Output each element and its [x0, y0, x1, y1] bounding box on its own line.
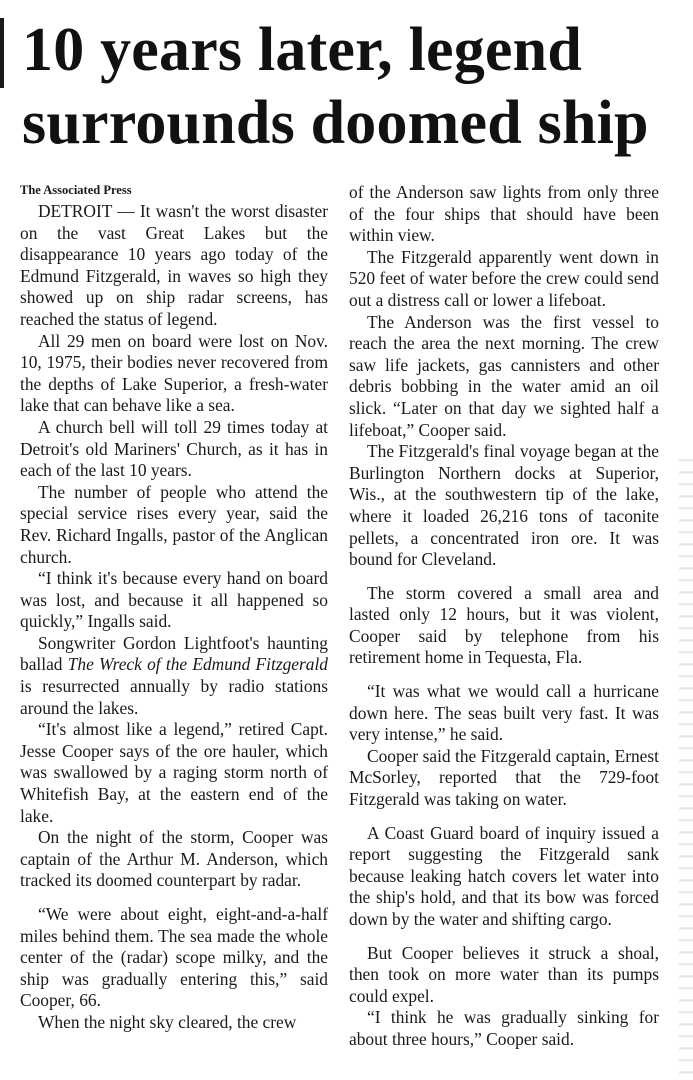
page-edge-texture: [679, 450, 693, 1080]
article-column-2: [349, 182, 659, 1051]
song-title: The Wreck of the Edmund Fitzgerald: [67, 654, 328, 675]
headline: [22, 14, 682, 160]
paragraph: “We were about eight, eight-and-a-half miles behind them. The sea made the whole center of the (radar) scope milky, and the ship was gradually entering this,” said Cooper, 66.: [20, 904, 328, 1011]
paragraph: But Cooper believes it struck a shoal, then took on more water than its pumps could expel.: [349, 942, 659, 1006]
paragraph: When the night sky cleared, the crew: [38, 1011, 297, 1032]
paragraph: “I think he was gradually sinking for about three hours,” Cooper said.: [349, 1007, 659, 1049]
column-rule: [0, 18, 4, 88]
paragraph: All 29 men on board were lost on Nov. 10, 1975, their bodies never recovered from the depths of Lake Superior, a fresh-water lake that can behave like a sea.: [20, 330, 328, 416]
paragraph: The Fitzgerald's final voyage began at the Burlington Northern docks at Superior, Wis., at the southwestern tip of the lake, where it loaded 26,216 tons of taconite pellets, a concentrated iron ore. It was bound for Cleveland.: [349, 441, 659, 570]
paragraph: The storm covered a small area and lasted only 12 hours, but it was violent, Cooper said by telephone from his retirement home in Tequesta, Fla.: [349, 582, 659, 668]
paragraph-text: Songwriter Gordon Lightfoot's haunting ballad: [20, 632, 328, 675]
paragraph-text: is resurrected annually by radio stations around the lakes.: [20, 676, 328, 718]
paragraph: A Coast Guard board of inquiry issued a report suggesting the Fitzgerald sank because leaking hatch covers let water into the ship's hold, and that its bow was forced down by the water and shifting cargo.: [349, 822, 659, 929]
paragraph: The number of people who attend the special service rises every year, said the Rev. Richard Ingalls, pastor of the Anglican church.: [20, 481, 328, 567]
paragraph: The Fitzgerald apparently went down in 520 feet of water before the crew could send out a distress call or lower a lifeboat.: [349, 246, 659, 310]
byline: The Associated Press: [20, 183, 132, 197]
headline-line-2: surrounds doomed ship: [22, 89, 649, 157]
paragraph: of the Anderson saw lights from only three of the four ships that should have been within view.: [349, 182, 659, 246]
article-column-1: [20, 182, 328, 1034]
paragraph: “I think it's because every hand on board was lost, and because it all happened so quickly,” Ingalls said.: [20, 568, 328, 632]
paragraph: “It's almost like a legend,” retired Capt. Jesse Cooper says of the ore hauler, which was swallowed by a raging storm north of Whitefish Bay, at the eastern end of the lake.: [20, 719, 328, 826]
paragraph: Cooper said the Fitzgerald captain, Ernest McSorley, reported that the 729-foot Fitzgerald was taking on water.: [349, 745, 659, 810]
paragraph: [20, 633, 328, 719]
paragraph: A church bell will toll 29 times today at Detroit's old Mariners' Church, as it has in each of the last 10 years.: [20, 416, 328, 481]
headline-line-1: 10 years later, legend: [22, 16, 583, 84]
paragraph: “It was what we would call a hurricane down here. The seas built very fast. It was very intense,” he said.: [349, 681, 659, 745]
paragraph: On the night of the storm, Cooper was captain of the Arthur M. Anderson, which tracked its doomed counterpart by radar.: [20, 827, 328, 891]
paragraph: The Anderson was the first vessel to reach the area the next morning. The crew saw life jackets, gas cannisters and other debris bobbing in the water amid an oil slick. “Later on that day we sighted half a lifeboat,” Cooper said.: [349, 311, 659, 440]
paragraph: DETROIT — It wasn't the worst disaster on the vast Great Lakes but the disappearance 10 years ago today of the Edmund Fitzgerald, in waves so high they showed up on ship radar screens, has reached the status of legend.: [20, 201, 328, 329]
